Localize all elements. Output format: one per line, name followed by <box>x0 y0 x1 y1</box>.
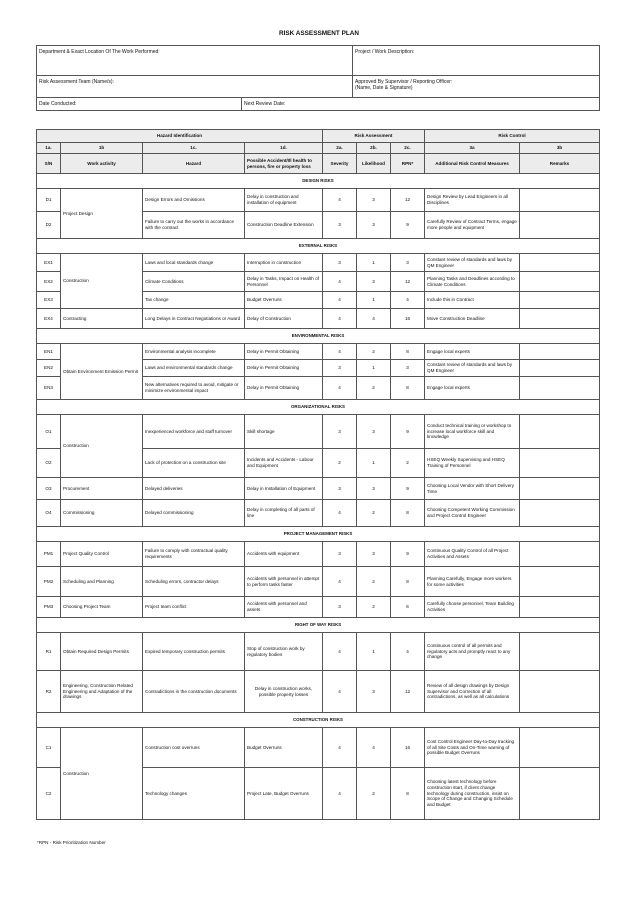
cell-severity: 3 <box>323 360 357 377</box>
code-cell: 3b <box>520 143 600 154</box>
cell-severity: 3 <box>323 478 357 500</box>
cell-sn: O2 <box>37 449 61 478</box>
cell-sn: D1 <box>37 189 61 212</box>
cell-measures: Planning Carefully, Engage more workers for some activities <box>425 567 520 597</box>
code-cell: 2c. <box>391 143 425 154</box>
cell-hazard: Scheduling errors, contractor delays <box>143 567 245 597</box>
cell-accident: Delay in Installation of Equipment <box>245 478 323 500</box>
cell-activity: Project Design <box>61 189 143 239</box>
cell-likelihood: 4 <box>357 728 391 768</box>
cell-likelihood: 2 <box>357 567 391 597</box>
cell-rpn: 12 <box>391 272 425 292</box>
cell-sn: R2 <box>37 671 61 713</box>
cell-measures: Include this in Contract <box>425 292 520 309</box>
cell-likelihood: 3 <box>357 415 391 449</box>
cell-remarks <box>520 478 600 500</box>
cell-sn: EN1 <box>37 344 61 360</box>
table-row <box>37 567 600 597</box>
cell-rpn: 12 <box>391 671 425 713</box>
cell-hazard: Failure to carry out the works in accordance with the contract <box>143 212 245 239</box>
table-row <box>37 478 600 500</box>
cell-activity: Construction <box>61 415 143 478</box>
code-cell: 2b. <box>357 143 391 154</box>
cell-measures: Conduct technical training or workshop to increase local workforce skill and knowledge <box>425 415 520 449</box>
cell-likelihood: 3 <box>357 542 391 567</box>
cell-rpn: 8 <box>391 768 425 820</box>
cell-rpn: 9 <box>391 415 425 449</box>
cell-likelihood: 1 <box>357 254 391 272</box>
cell-remarks <box>520 212 600 239</box>
cell-measures: Continuous control of all permits and regulatory acts and promptly react to any change <box>425 633 520 671</box>
table-row <box>37 542 600 567</box>
cell-hazard: Expired temporary construction permits <box>143 633 245 671</box>
section-right-of-way: RIGHT OF WAY RISKS <box>37 618 600 633</box>
header-accident: Possible Accident/Ill health to persons, fire or property loss <box>245 154 323 174</box>
table-row <box>37 344 600 360</box>
code-cell: 2a. <box>323 143 357 154</box>
cell-hazard: Long Delays in Contract Negotiations or Award <box>143 309 245 329</box>
footnote: *RPN - Risk Prioritization Number <box>37 840 106 845</box>
cell-likelihood: 1 <box>357 360 391 377</box>
code-cell: 3a <box>425 143 520 154</box>
approved-label: Approved By Supervisor / Reporting Officer: <box>355 79 453 85</box>
cell-sn: C2 <box>37 768 61 820</box>
cell-activity: Procurement <box>61 478 143 500</box>
cell-severity: 3 <box>323 212 357 239</box>
cell-accident: Delay in Tasks, Impact on Health of Personnel <box>245 272 323 292</box>
cell-measures: Engage local experts <box>425 377 520 400</box>
section-environmental: ENVIRONMENTAL RISKS <box>37 329 600 344</box>
cell-remarks <box>520 671 600 713</box>
cell-measures: Continuous Quality Control of all Project Activities and Assets <box>425 542 520 567</box>
cell-measures: Cost Control Engineer Day-to-Day tracking of all Site Costs and On-Time warning of possible Budget Overruns <box>425 728 520 768</box>
cell-hazard: Design Errors and Omissions <box>143 189 245 212</box>
cell-severity: 4 <box>323 272 357 292</box>
cell-sn: C1 <box>37 728 61 768</box>
cell-sn: EX2 <box>37 272 61 292</box>
cell-activity: Scheduling and Planning <box>61 567 143 597</box>
cell-severity: 3 <box>323 415 357 449</box>
header-measures: Additional Risk Control Measures <box>425 154 520 174</box>
cell-rpn: 16 <box>391 728 425 768</box>
cell-sn: O1 <box>37 415 61 449</box>
cell-rpn: 9 <box>391 478 425 500</box>
cell-sn: D2 <box>37 212 61 239</box>
cell-remarks <box>520 542 600 567</box>
cell-hazard: Laws and local standards change <box>143 254 245 272</box>
cell-severity: 4 <box>323 309 357 329</box>
cell-remarks <box>520 633 600 671</box>
cell-measures: Choosing Competent Working Commission and Project Control Engineer <box>425 500 520 527</box>
header-sn: S/N <box>37 154 61 174</box>
cell-remarks <box>520 254 600 272</box>
cell-remarks <box>520 360 600 377</box>
cell-measures: Design Review by Lead Engineers in all Disciplines <box>425 189 520 212</box>
cell-severity: 4 <box>323 728 357 768</box>
cell-severity: 4 <box>323 633 357 671</box>
cell-rpn: 8 <box>391 500 425 527</box>
code-cell: 1a. <box>37 143 61 154</box>
cell-severity: 4 <box>323 671 357 713</box>
section-organizational: ORGANIZATIONAL RISKS <box>37 400 600 415</box>
cell-likelihood: 2 <box>357 377 391 400</box>
cell-activity: Choosing Project Team <box>61 597 143 618</box>
cell-measures: Review of all design drawings by Design Supervisor and Correction of all contradictions, as well as all calculations <box>425 671 520 713</box>
cell-rpn: 4 <box>391 633 425 671</box>
code-row <box>37 143 600 154</box>
table-row <box>37 189 600 212</box>
cell-severity: 3 <box>323 254 357 272</box>
cell-severity: 4 <box>323 292 357 309</box>
group-hazard: Hazard Identification <box>37 130 323 143</box>
cell-hazard: New alternatives required to avoid, mitigate or minimize environmental impact <box>143 377 245 400</box>
approved-sub: (Name, Date & Signature) <box>355 85 413 92</box>
cell-sn: O4 <box>37 500 61 527</box>
cell-activity: Construction <box>61 728 143 820</box>
section-construction: CONSTRUCTION RISKS <box>37 713 600 728</box>
group-assessment: Risk Assessment <box>323 130 425 143</box>
cell-likelihood: 1 <box>357 449 391 478</box>
cell-severity: 2 <box>323 449 357 478</box>
cell-accident: Accidents with equipment <box>245 542 323 567</box>
cell-rpn: 8 <box>391 344 425 360</box>
cell-accident: Construction Deadline Extension <box>245 212 323 239</box>
cell-remarks <box>520 309 600 329</box>
cell-hazard: Inexperienced workforce and staff turnover <box>143 415 245 449</box>
cell-accident: Budget Overruns <box>245 292 323 309</box>
risk-table <box>36 129 600 820</box>
cell-measures: HSEQ Weekly Supervising and HSEQ Training of Personnel <box>425 449 520 478</box>
document-title: RISK ASSESSMENT PLAN <box>278 30 359 37</box>
header-rpn: RPN* <box>391 154 425 174</box>
cell-remarks <box>520 728 600 768</box>
cell-likelihood: 2 <box>357 344 391 360</box>
review-field[interactable]: Next Review Date: <box>242 98 600 111</box>
cell-accident: Interruption in construction <box>245 254 323 272</box>
cell-hazard: Contradictions in the construction documents <box>143 671 245 713</box>
cell-measures: Move Construction Deadline <box>425 309 520 329</box>
section-design: DESIGN RISKS <box>37 174 600 189</box>
group-control: Risk Control <box>425 130 600 143</box>
cell-accident: Delay in construction works, possible property losses <box>245 671 323 713</box>
cell-hazard: Tax change <box>143 292 245 309</box>
cell-accident: Accidents with personnel and assets <box>245 597 323 618</box>
cell-likelihood: 1 <box>357 633 391 671</box>
cell-sn: EN2 <box>37 360 61 377</box>
cell-hazard: Construction cost overruns <box>143 728 245 768</box>
cell-rpn: 8 <box>391 377 425 400</box>
cell-measures: Engage local experts <box>425 344 520 360</box>
cell-remarks <box>520 567 600 597</box>
header-likelihood: Likelihood <box>357 154 391 174</box>
table-row <box>37 597 600 618</box>
cell-activity: Construction <box>61 254 143 309</box>
table-row <box>37 415 600 449</box>
cell-hazard: Delayed commissioning <box>143 500 245 527</box>
cell-rpn: 12 <box>391 189 425 212</box>
cell-sn: O3 <box>37 478 61 500</box>
cell-remarks <box>520 272 600 292</box>
cell-rpn: 9 <box>391 542 425 567</box>
cell-likelihood: 3 <box>357 212 391 239</box>
date-field[interactable]: Date Conducted: <box>37 98 242 111</box>
cell-severity: 4 <box>323 377 357 400</box>
cell-severity: 4 <box>323 344 357 360</box>
cell-likelihood: 3 <box>357 189 391 212</box>
approved-field[interactable] <box>353 76 600 98</box>
section-project-management: PROJECT MANAGEMENT RISKS <box>37 527 600 542</box>
cell-accident: Delay in Permit Obtaining <box>245 344 323 360</box>
cell-sn: EN3 <box>37 377 61 400</box>
cell-hazard: Technology changes <box>143 768 245 820</box>
cell-sn: PM1 <box>37 542 61 567</box>
cell-accident: Stop of construction work by regulatory bodies <box>245 633 323 671</box>
header-hazard: Hazard <box>143 154 245 174</box>
cell-likelihood: 2 <box>357 768 391 820</box>
cell-likelihood: 2 <box>357 500 391 527</box>
header-activity: Work activity <box>61 154 143 174</box>
cell-likelihood: 3 <box>357 671 391 713</box>
cell-measures: Choosing Local Vendor with Short Delivery Time <box>425 478 520 500</box>
cell-measures: Choosing latest technology before construction start, if client change technology during construction, insist on Scope of Change and Changing Schedule and Budget <box>425 768 520 820</box>
cell-remarks <box>520 415 600 449</box>
cell-measures: Carefully Review of Contract Terms, engage more people and equipment <box>425 212 520 239</box>
cell-remarks <box>520 189 600 212</box>
cell-severity: 3 <box>323 597 357 618</box>
cell-likelihood: 3 <box>357 478 391 500</box>
cell-hazard: Delayed deliveries <box>143 478 245 500</box>
cell-hazard: Environmental analysis incomplete <box>143 344 245 360</box>
header-row <box>37 154 600 174</box>
cell-hazard: Project team conflict <box>143 597 245 618</box>
cell-accident: Project Late, Budget Overruns <box>245 768 323 820</box>
info-table <box>36 45 600 111</box>
section-external: EXTERNAL RISKS <box>37 239 600 254</box>
table-row <box>37 671 600 713</box>
header-severity: Severity <box>323 154 357 174</box>
project-field[interactable]: Project / Work Description: <box>353 46 600 76</box>
cell-severity: 4 <box>323 189 357 212</box>
cell-activity: Obtain Required Design Permits <box>61 633 143 671</box>
cell-severity: 3 <box>323 542 357 567</box>
cell-rpn: 2 <box>391 449 425 478</box>
cell-activity: Project Quality Control <box>61 542 143 567</box>
cell-likelihood: 1 <box>357 292 391 309</box>
cell-activity: Contracting <box>61 309 143 329</box>
cell-rpn: 6 <box>391 597 425 618</box>
cell-remarks <box>520 768 600 820</box>
cell-sn: PM2 <box>37 567 61 597</box>
cell-accident: Delay in Permit Obtaining <box>245 377 323 400</box>
cell-remarks <box>520 377 600 400</box>
cell-likelihood: 3 <box>357 272 391 292</box>
code-cell: 1d. <box>245 143 323 154</box>
cell-hazard: Climate Conditions <box>143 272 245 292</box>
cell-accident: Accidents with personnel in attempt to perform tasks faster <box>245 567 323 597</box>
cell-remarks <box>520 344 600 360</box>
cell-accident: Delay of Construction <box>245 309 323 329</box>
cell-accident: Skill shortage <box>245 415 323 449</box>
table-row <box>37 254 600 272</box>
cell-rpn: 3 <box>391 360 425 377</box>
cell-sn: R1 <box>37 633 61 671</box>
cell-sn: EX4 <box>37 309 61 329</box>
cell-accident: Budget Overruns <box>245 728 323 768</box>
cell-measures: Carefully choose personnel, Team Building Activities <box>425 597 520 618</box>
table-row <box>37 309 600 329</box>
cell-measures: Planning Tasks and Deadlines according to Climate Conditions <box>425 272 520 292</box>
code-cell: 1c. <box>143 143 245 154</box>
cell-rpn: 8 <box>391 567 425 597</box>
cell-likelihood: 2 <box>357 597 391 618</box>
cell-rpn: 16 <box>391 309 425 329</box>
table-row <box>37 500 600 527</box>
cell-sn: PM3 <box>37 597 61 618</box>
team-field[interactable]: Risk Assessment Team (Name/s): <box>37 76 353 98</box>
cell-rpn: 3 <box>391 254 425 272</box>
cell-remarks <box>520 449 600 478</box>
cell-severity: 4 <box>323 768 357 820</box>
cell-accident: Incidents and Accidents - Labour and Equipment <box>245 449 323 478</box>
cell-sn: EX3 <box>37 292 61 309</box>
cell-remarks <box>520 292 600 309</box>
cell-hazard: Laws and environmental standards change <box>143 360 245 377</box>
cell-rpn: 9 <box>391 212 425 239</box>
cell-accident: Delay in construction and installation of equipment <box>245 189 323 212</box>
cell-rpn: 4 <box>391 292 425 309</box>
code-cell: 1b <box>61 143 143 154</box>
cell-activity: Obtain Environment Emission Permit <box>61 344 143 400</box>
cell-measures: Constant review of standards and laws by QM Engineer <box>425 254 520 272</box>
cell-activity: Engineering, Construction Related Engineering and Adaptation of the drawings <box>61 671 143 713</box>
cell-severity: 4 <box>323 567 357 597</box>
cell-activity: Commissioning <box>61 500 143 527</box>
cell-severity: 4 <box>323 500 357 527</box>
table-row <box>37 633 600 671</box>
cell-remarks <box>520 597 600 618</box>
cell-likelihood: 4 <box>357 309 391 329</box>
cell-accident: Delay in Permit Obtaining <box>245 360 323 377</box>
cell-remarks <box>520 500 600 527</box>
department-field[interactable]: Department & Exact Location Of The Work Performed: <box>37 46 353 76</box>
cell-measures: Constant review of standards and laws by QM Engineer <box>425 360 520 377</box>
cell-hazard: Failure to comply with contractual quality requirements <box>143 542 245 567</box>
cell-hazard: Lack of protection on a construction site <box>143 449 245 478</box>
cell-sn: EX1 <box>37 254 61 272</box>
table-row <box>37 728 600 768</box>
cell-accident: Delay in completing of all parts of line <box>245 500 323 527</box>
header-remarks: Remarks <box>520 154 600 174</box>
